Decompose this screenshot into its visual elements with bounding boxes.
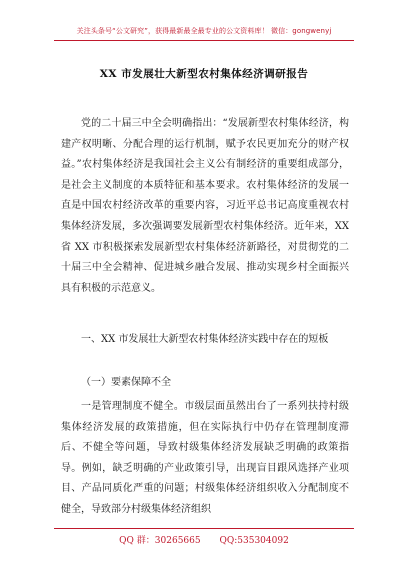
intro-paragraph: 党的二十届三中全会明确指出：“发展新型农村集体经济，构建产权明晰、分配合理的运行机制，赋予农民更加充分的财产权益。”农村集体经济是我国社会主义公有制经济的重要组成部分，是社会主义制度的本质特征和基本要求。农村集体经济的发展一直是中国农村经济改革的重要内容，习近平总书记高度重视农村集体经济发展，多次强调要发展新型农村集体经济。近年来，XX 省 XX 市积极探索发展新型农村集体经济新路径，对贯彻党的二十届三中全会精神、促进城乡融合发展、推动实现乡村全面振兴具有积极的示范意义。 [61, 118, 349, 294]
subsection-1-paragraph: 一是管理制度不健全。市级层面虽然出台了一系列扶持村级集体经济发展的政策措施，但在实际执行中仍存在管理制度滞后、不健全等问题，导致村级集体经济发展缺乏明确的政策指导。例如，缺乏明确的产业政策引导，出现盲目跟风选择产业项目、产品同质化严重的问题；村级集体经济组织收入分配制度不健全，导致部分村级集体经济组织 [61, 401, 349, 515]
footer-qq-number: QQ:535304092 [219, 536, 289, 546]
footer-divider [54, 528, 354, 529]
footer-qq-group: QQ 群：30265665 [119, 536, 201, 546]
subsection-1-heading: （一）要素保障不全 [81, 377, 171, 388]
header-banner: 关注头条号“公文研究”，获得最新最全最专业的公文资料库！ 微信：gongwenyj [76, 27, 332, 35]
section-1-heading: 一、XX 市发展壮大新型农村集体经济实践中存在的短板 [81, 334, 329, 345]
header-divider [54, 40, 354, 41]
footer-contacts [0, 533, 408, 546]
document-title: XX 市发展壮大新型农村集体经济调研报告 [99, 68, 309, 80]
